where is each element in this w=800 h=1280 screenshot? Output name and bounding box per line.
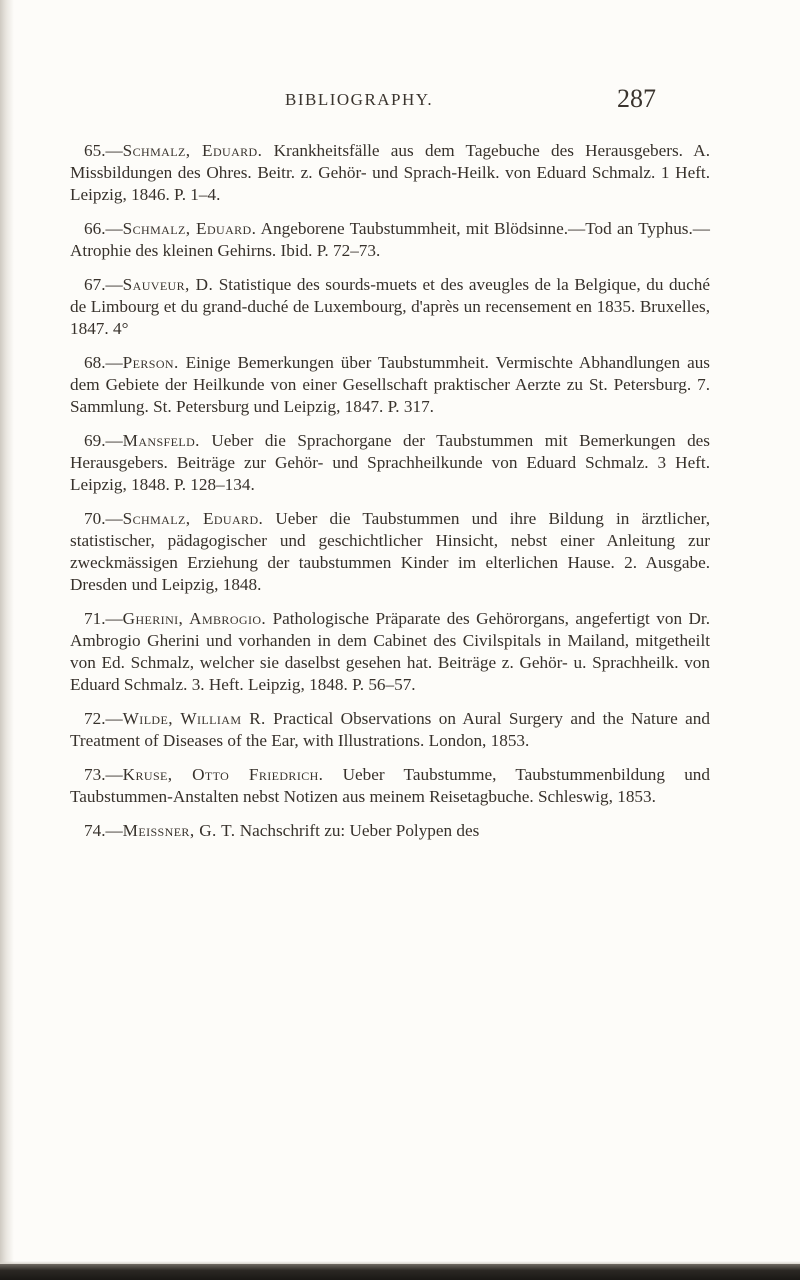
entry-author: Person.: [122, 353, 179, 372]
bibliography-entry-73: [70, 764, 710, 808]
page-number: 287: [617, 84, 656, 113]
bibliography-entry-65: [70, 140, 710, 206]
entry-number: 72.—: [84, 709, 123, 728]
entry-author: Kruse, Otto Friedrich.: [122, 765, 324, 784]
running-head: [0, 84, 800, 114]
entry-text: Angeborene Taubstummheit, mit Blödsinne.—Tod an Typhus.—Atrophie des kleinen Gehirns. Ibid. P. 72–73.: [70, 219, 710, 260]
bibliography-list: [70, 140, 710, 842]
entry-number: 70.—: [84, 509, 123, 528]
entry-text: Einige Bemerkungen über Taubstummheit. Vermischte Abhandlungen aus dem Gebiete der Heilkunde von einer Gesellschaft praktischer Aerzte zu St. Petersburg. 7. Sammlung. St. Petersburg und Leipzig, 1847. P. 317.: [70, 353, 710, 416]
spine-shadow: [0, 0, 14, 1280]
entry-author: Meissner, G. T.: [122, 821, 236, 840]
bibliography-entry-66: [70, 218, 710, 262]
entry-author: Schmalz, Eduard.: [122, 509, 264, 528]
entry-author: Schmalz, Eduard.: [122, 219, 257, 238]
entry-text: Pathologische Präparate des Gehörorgans, angefertigt von Dr. Ambrogio Gherini und vorhanden in dem Cabinet des Civilspitals in Mailand, mitgetheilt von Ed. Schmalz, welcher sie daselbst gesehen hat. Beiträge z. Gehör- u. Sprachheilk. von Eduard Schmalz. 3. Heft. Leipzig, 1848. P. 56–57.: [70, 609, 710, 694]
entry-number: 74.—: [84, 821, 123, 840]
entry-number: 69.—: [84, 431, 123, 450]
entry-author: Schmalz, Eduard.: [122, 141, 263, 160]
page-header-title: BIBLIOGRAPHY.: [285, 90, 434, 109]
entry-text: Ueber Taubstumme, Taubstummenbildung und Taubstummen-Anstalten nebst Notizen aus meinem Reisetagbuche. Schleswig, 1853.: [70, 765, 710, 806]
bibliography-entry-68: [70, 352, 710, 418]
entry-author: Mansfeld.: [122, 431, 200, 450]
bibliography-entry-72: [70, 708, 710, 752]
entry-author: Gherini, Ambrogio.: [122, 609, 267, 628]
entry-text: Ueber die Sprachorgane der Taubstummen mit Bemerkungen des Herausgebers. Beiträge zur Gehör- und Sprachheilkunde von Eduard Schmalz. 3 Heft. Leipzig, 1848. P. 128–134.: [70, 431, 710, 494]
entry-number: 68.—: [84, 353, 123, 372]
book-bottom-edge: [0, 1264, 800, 1280]
entry-number: 65.—: [84, 141, 123, 160]
entry-number: 66.—: [84, 219, 123, 238]
bibliography-entry-74: [70, 820, 710, 842]
entry-number: 67.—: [84, 275, 123, 294]
entry-text: Statistique des sourds-muets et des aveugles de la Belgique, du duché de Limbourg et du grand-duché de Luxembourg, d'après un recensement en 1835. Bruxelles, 1847. 4°: [70, 275, 710, 338]
entry-text: Nachschrift zu: Ueber Polypen des: [235, 821, 480, 840]
entry-number: 71.—: [84, 609, 123, 628]
bibliography-entry-69: [70, 430, 710, 496]
entry-number: 73.—: [84, 765, 123, 784]
entry-text: Krankheitsfälle aus dem Tagebuche des Herausgebers. A. Missbildungen des Ohres. Beitr. z. Gehör- und Sprach-Heilk. von Eduard Schmalz. 1 Heft. Leipzig, 1846. P. 1–4.: [70, 141, 710, 204]
entry-author: Sauveur, D.: [122, 275, 214, 294]
entry-text: Practical Observations on Aural Surgery and the Nature and Treatment of Diseases of the Ear, with Illustrations. London, 1853.: [70, 709, 710, 750]
bibliography-entry-67: [70, 274, 710, 340]
entry-text: Ueber die Taubstummen und ihre Bildung in ärztlicher, statistischer, pädagogischer und geschichtlicher Hinsicht, nebst einer Anleitung zur zweckmässigen Erziehung der taubstummen Kinder im elterlichen Hause. 2. Ausgabe. Dresden und Leipzig, 1848.: [70, 509, 710, 594]
entry-author: Wilde, William R.: [122, 709, 266, 728]
bibliography-entry-71: [70, 608, 710, 696]
bibliography-entry-70: [70, 508, 710, 596]
